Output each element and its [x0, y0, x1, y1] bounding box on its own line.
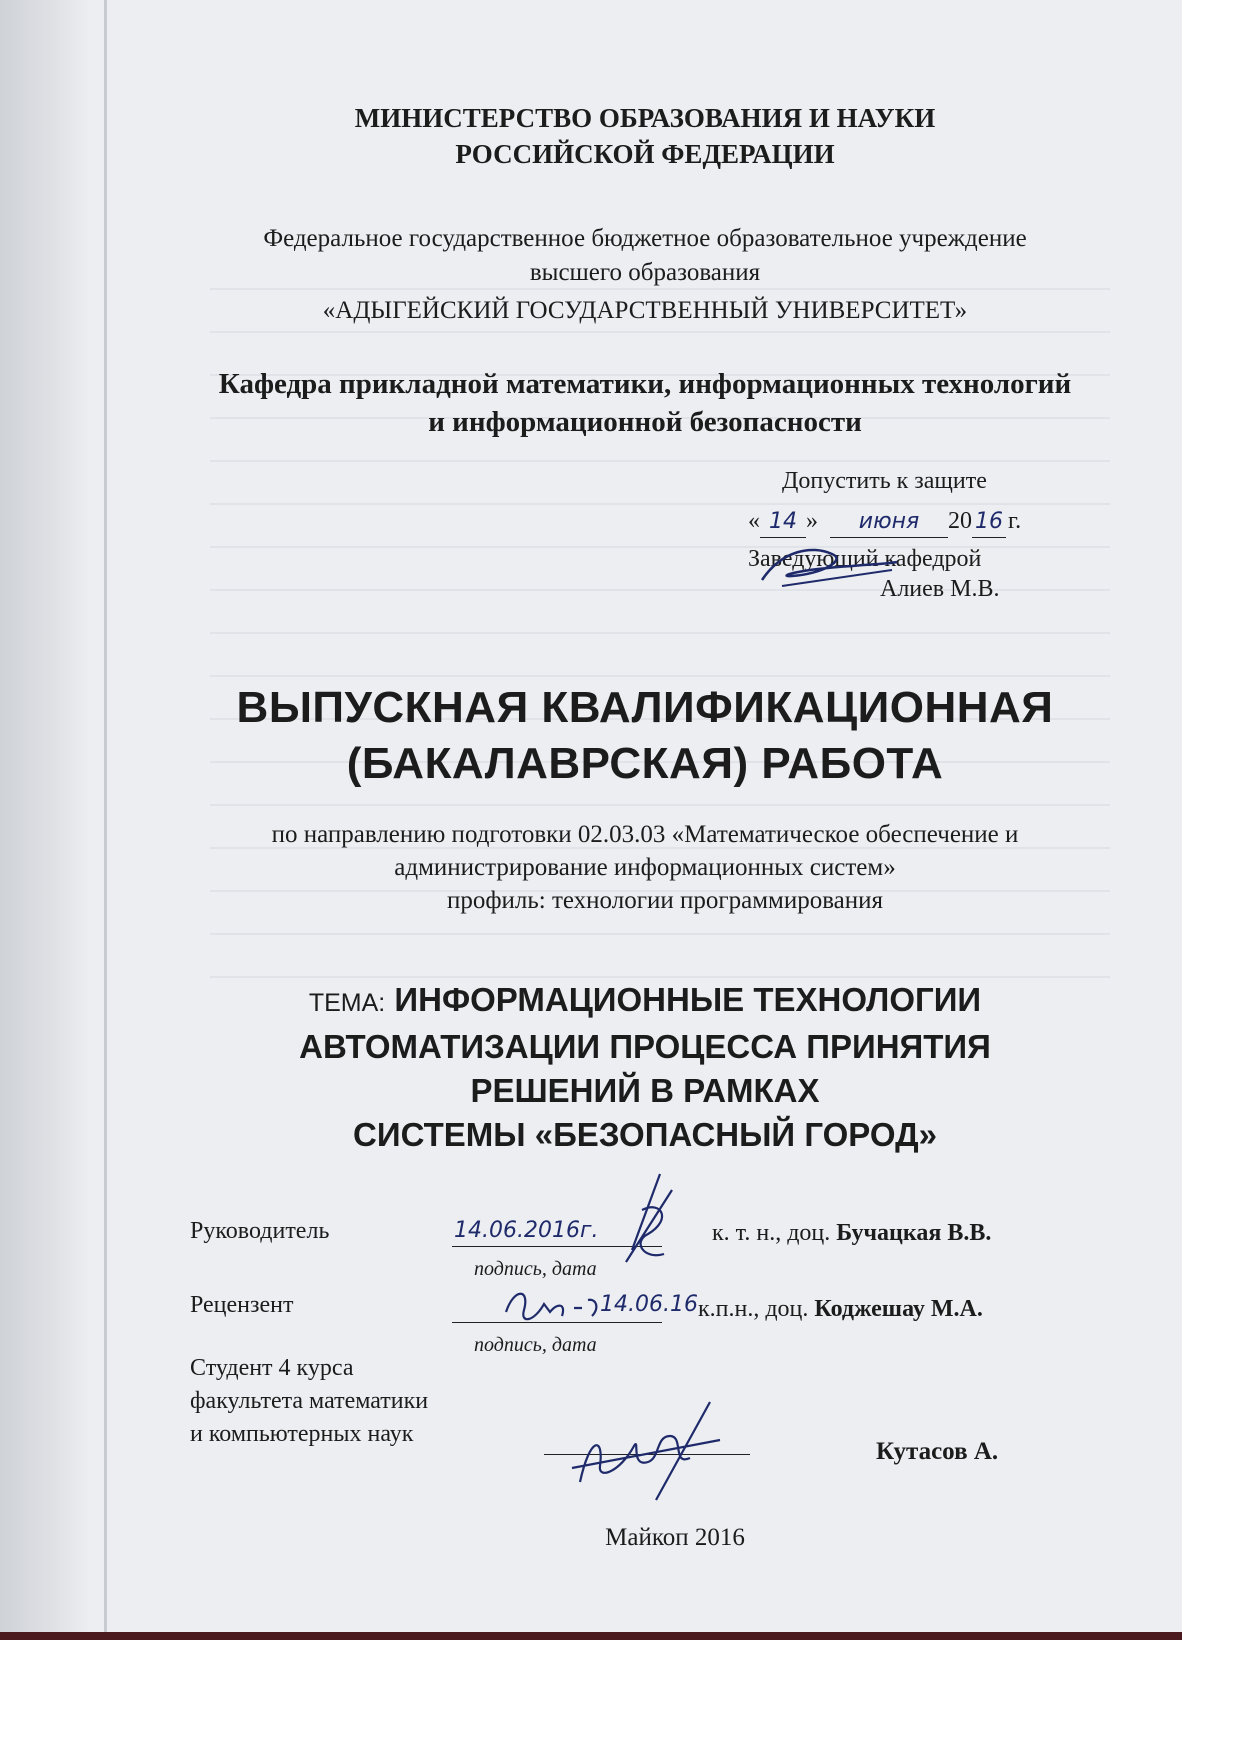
admission-date: « 14 » июня 20 16 г. [748, 506, 1078, 538]
department-line-1: Кафедра прикладной математики, информационных технологий [218, 368, 1072, 400]
theme-line-4: СИСТЕМЫ «БЕЗОПАСНЫЙ ГОРОД» [353, 1116, 937, 1153]
student-line-2: факультета математики [190, 1388, 429, 1414]
ministry-line-1: МИНИСТЕРСТВО ОБРАЗОВАНИЯ И НАУКИ [354, 103, 936, 133]
admission-label: Допустить к защите [782, 468, 987, 494]
document-title [110, 680, 1180, 792]
head-name: Алиев М.В. [880, 576, 1000, 602]
department-block [110, 365, 1180, 441]
institution-line-2: высшего образования [529, 259, 761, 286]
supervisor-signature-icon [602, 1170, 692, 1280]
admission-year: 16 [972, 506, 1006, 538]
ministry-header [110, 100, 1180, 172]
head-title: Заведующий кафедрой [748, 546, 982, 572]
reviewer-info: к.п.н., доц. Коджешау М.А. [698, 1296, 983, 1322]
student-block [190, 1352, 428, 1451]
direction-line-2: администрирование информационных систем» [394, 854, 896, 881]
reviewer-caption: подпись, дата [474, 1334, 597, 1356]
department-line-2: и информационной безопасности [428, 406, 862, 438]
title-line-1: ВЫПУСКНАЯ КВАЛИФИКАЦИОННАЯ [236, 683, 1054, 732]
supervisor-info: к. т. н., доц. Бучацкая В.В. [712, 1220, 992, 1246]
theme-block [110, 978, 1180, 1157]
student-line-3: и компьютерных наук [190, 1421, 414, 1447]
reviewer-handwritten-date: 14.06.16 [600, 1292, 698, 1317]
head-signature-icon [752, 540, 902, 600]
institution-block [110, 222, 1180, 328]
binding-edge [0, 1632, 1182, 1640]
profile-line: профиль: технологии программирования [446, 887, 884, 914]
admission-day: 14 [760, 506, 806, 538]
title-line-2: (БАКАЛАВРСКАЯ) РАБОТА [346, 739, 944, 788]
supervisor-name: Бучацкая В.В. [836, 1220, 992, 1246]
supervisor-role: Руководитель [190, 1218, 330, 1244]
binding-gutter [104, 0, 107, 1640]
student-line-1: Студент 4 курса [190, 1355, 354, 1381]
page-edge-shadow [0, 0, 90, 1640]
theme-line-3: РЕШЕНИЙ В РАМКАХ [470, 1072, 820, 1109]
university-name: «АДЫГЕЙСКИЙ ГОСУДАРСТВЕННЫЙ УНИВЕРСИТЕТ» [322, 297, 968, 324]
city-year: Майкоп 2016 [605, 1524, 745, 1551]
student-name: Кутасов А. [876, 1438, 999, 1465]
direction-line-1: по направлению подготовки 02.03.03 «Математическое обеспечение и [271, 821, 1019, 848]
reviewer-role: Рецензент [190, 1292, 294, 1318]
ministry-line-2: РОССИЙСКОЙ ФЕДЕРАЦИИ [455, 139, 835, 169]
admission-month: июня [830, 506, 948, 538]
student-signature-icon [560, 1396, 740, 1506]
supervisor-handwritten-date: 14.06.2016г. [454, 1218, 599, 1243]
theme-line-1: ТЕМА: ИНФОРМАЦИОННЫЕ ТЕХНОЛОГИИ [308, 981, 982, 1018]
theme-line-2: АВТОМАТИЗАЦИИ ПРОЦЕССА ПРИНЯТИЯ [299, 1028, 991, 1065]
theme-label: ТЕМА: [308, 989, 386, 1017]
direction-block [110, 818, 1180, 917]
supervisor-caption: подпись, дата [474, 1258, 597, 1280]
reviewer-name: Коджешау М.А. [814, 1296, 983, 1322]
institution-line-1: Федеральное государственное бюджетное образовательное учреждение [263, 225, 1027, 252]
